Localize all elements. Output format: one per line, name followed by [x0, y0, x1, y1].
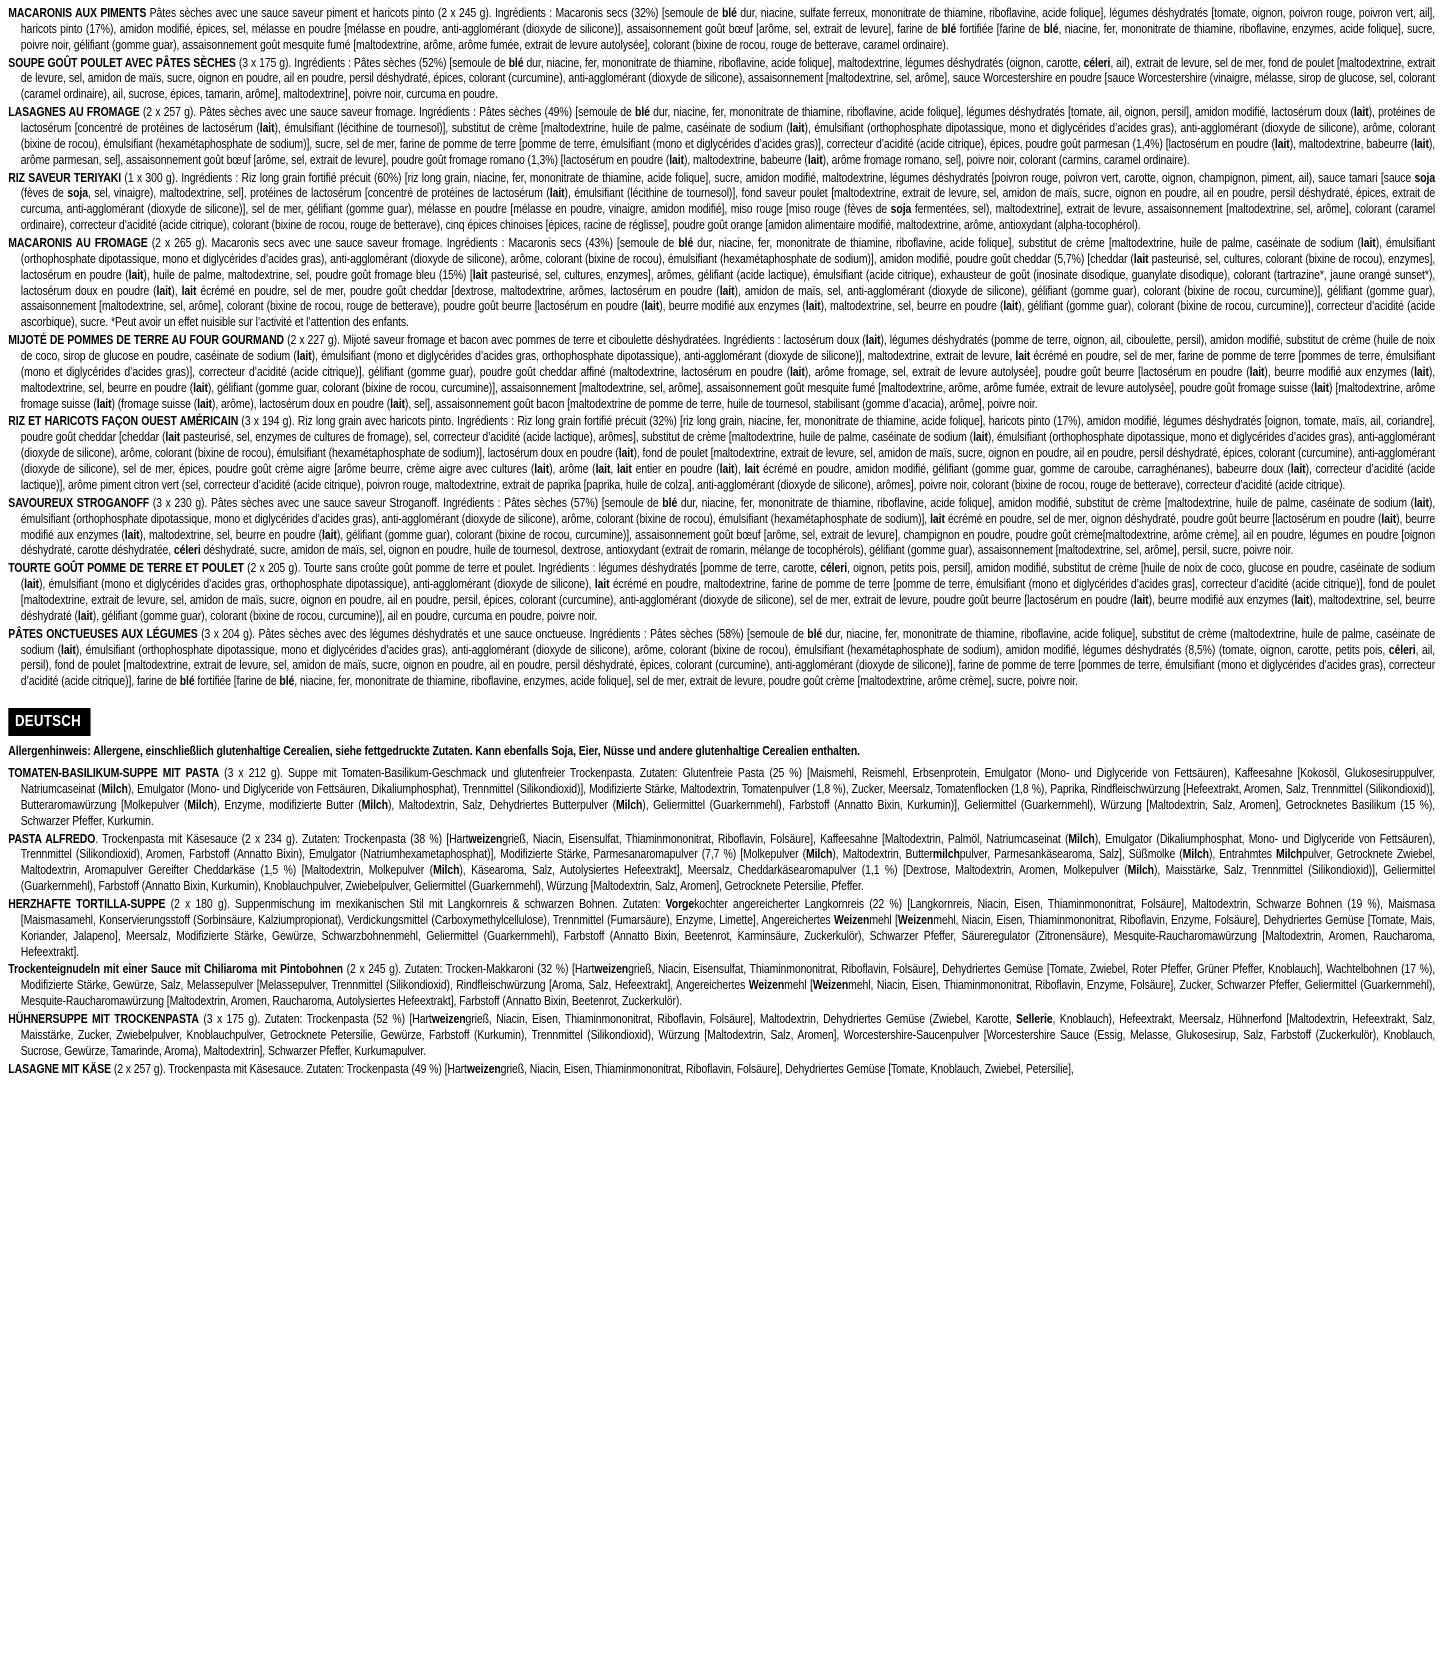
product-paragraph: TOMATEN-BASILIKUM-SUPPE MIT PASTA (3 x 212 g). Suppe mit Tomaten-Basilikum-Geschmack und glutenfreier Trockenpasta. Zutaten: Glutenfreie Pasta (25 %) [Maismehl, Reismehl, Erbsenprotein, Emulgator (Mono- und Diglyceride von Fettsäuren), Kaffeesahne [Kokosöl, Glukosesiruppulver, Natriumcaseinat (Milch), Emulgator (Mono- und Diglyceride von Fettsäuren, Dikaliumphosphat), Trennmittel (Silikondioxid)], Modifizierte Stärke, Maltodextrin, Tomatenpulver (1,8 %), Zucker, Meersalz, Tomatenflocken (1,8 %), Paprika, Rindfleischwürzung [Hefeextrakt, Aromen, Salz, Trennmittel (Silikondioxid)], Butteraromawürzung [Molkepulver (Milch), Enzyme, modifizierte Butter (Milch), Maltodextrin, Salz, Dehydriertes Butterpulver (Milch), Geliermittel (Guarkernmehl), Farbstoff (Annatto Bixin, Kurkumin)], Geliermittel (Guarkernmehl), Würzung [Maltodextrin, Salz, Aromen], Getrocknetes Basilikum (15 %), Schwarzer Pfeffer, Kurkumin. [8, 766, 1436, 828]
product-name: TOMATEN-BASILIKUM-SUPPE MIT PASTA [8, 766, 220, 781]
product-paragraph: LASAGNE MIT KÄSE (2 x 257 g). Trockenpasta mit Käsesauce. Zutaten: Trockenpasta (49 %) [Hartweizengrieß, Niacin, Eisen, Thiaminmononitrat, Riboflavin, Folsäure], Dehydriertes Gemüse [Tomate, Knoblauch, Zwiebel, Petersilie], [8, 1061, 1074, 1076]
product-name: RIZ ET HARICOTS FAÇON OUEST AMÉRICAIN [8, 414, 239, 429]
product-name: RIZ SAVEUR TERIYAKI [8, 170, 122, 185]
product-paragraph: HERZHAFTE TORTILLA-SUPPE (2 x 180 g). Suppenmischung im mexikanischen Stil mit Langkornreis & schwarzen Bohnen. Zutaten: Vorgekochter angereicherter Langkornreis (22 %) [Langkornreis, Niacin, Eisen, Thiaminmononitrat, Folsäure], Maltodextrin, Schwarze Bohnen (19 %), Maismasa [Maismasamehl, Konservierungsstoff (Sorbinsäure, Kalziumpropionat), Verdickungsmittel (Carboxymethylcellulose), Trennmittel (Fumarsäure), Enzyme, Limette], Angereichertes Weizenmehl [Weizenmehl, Niacin, Eisen, Thiaminmononitrat, Riboflavin, Enzyme, Folsäure], Dehydriertes Gemüse [Tomate, Mais, Koriander, Jalapeno], Meersalz, Modifizierte Stärke, Gewürze, Schwarzbohnenmehl, Geliermittel (Guarkernmehl), Farbstoff (Annatto Bixin, Beetenrot, Karminsäure, Zuckerkulör), Schwarzer Pfeffer, Säureregulator (Zitronensäure), Mesquite-Raucharomawürzung [Maltodextrin, Aromen, Raucharoma, Hefeextrakt]. [8, 896, 1436, 959]
product-paragraph: RIZ SAVEUR TERIYAKI (1 x 300 g). Ingrédients : Riz long grain fortifié précuit (60%) [riz long grain, niacine, fer, mononitrate de thiamine, acide folique], sucre, amidon modifié, maltodextrine, légumes déshydratés [poivron rouge, poivron vert, carotte, oignon, champignon, piment, ail), sauce tamari [sauce soja (fèves de soja, sel, vinaigre), maltodextrine, sel], protéines de lactosérum [concentré de protéines de lactosérum (lait), émulsifiant (lécithine de tournesol)], fond saveur poulet [maltodextrine, extrait de levure, sel, amidon de maïs, sucre, oignon en poudre, ail en poudre, persil déshydraté, épices, extrait de curcuma, anti-agglomérant (dioxyde de silicone)], sel de mer, gélifiant (gomme guar), mélasse en poudre [mélasse en poudre, vinaigre, amidon modifié], miso rouge [miso rouge (fèves de soja fermentées, sel), maltodextrine], extrait de levure, assaisonnement [maltodextrine, sel, arôme], colorant (caramel ordinaire), correcteur d’acidité (acide citrique), colorant (bixine de rocou, rouge de betterave), cinq épices chinoises [épices, racine de réglisse], poudre goût orange [amidon alimentaire modifié, maltodextrine, arôme, antioxydant (alpha-tocophérol). [8, 170, 1436, 233]
german-language-header-label: DEUTSCH [14, 713, 81, 731]
product-name: SAVOUREUX STROGANOFF [8, 495, 150, 510]
product-paragraph: MACARONIS AU FROMAGE (2 x 265 g). Macaronis secs avec une sauce saveur fromage. Ingrédients : Macaronis secs (43%) [semoule de blé dur, niacine, fer, mononitrate de thiamine, riboflavine, acide folique], substitut de crème [maltodextrine, huile de palme, caséinate de sodium (lait), émulsifiant (orthophosphate dipotassique, mono et diglycérides d’acides gras), anti-agglomérant (dioxyde de silicone), arôme, colorant (bixine de rocou), émulsifiant (hexamétaphosphate de sodium)], amidon modifié, poudre goût cheddar (5,7%) [cheddar (lait pasteurisé, sel, cultures, colorant (bixine de rocou), enzymes], lactosérum en poudre (lait), huile de palme, maltodextrine, sel, poudre goût fromage bleu (15%) [lait pasteurisé, sel, cultures, enzymes], arômes, gélifiant (acide lactique), émulsifiant (acide citrique), exhausteur de goût (inosinate disodique, guanylate disodique), colorant (tartrazine*, jaune orangé sunset*), lactosérum doux en poudre (lait), lait écrémé en poudre, sel de mer, poudre goût cheddar [dextrose, maltodextrine, arômes, lactosérum en poudre (lait), amidon de maïs, sel, anti-agglomérant (dioxyde de silicone), gélifiant (gomme guar), colorant (bixine de rocou, curcumine)], gélifiant (gomme guar), assaisonnement [maltodextrine, sel, arôme], colorant (bixine de rocou, rouge de betterave), poudre goût beurre [lactosérum en poudre (lait), beurre modifié aux enzymes (lait), maltodextrine, sel, beurre en poudre (lait), gélifiant (gomme guar), colorant (bixine de rocou, curcumine)], correcteur d’acidité (acide ascorbique), sucre. *Peut avoir un effet nuisible sur l’activité et l’attention des enfants. [8, 236, 1436, 330]
french-products-list [8, 6, 1435, 690]
german-products-list [8, 766, 1435, 1077]
product-name: LASAGNES AU FROMAGE [8, 105, 140, 120]
product-name: MACARONIS AU FROMAGE [8, 236, 148, 251]
product-name: Trockenteignudeln mit einer Sauce mit Chiliaroma mit Pintobohnen [8, 962, 343, 977]
product-name: PASTA ALFREDO [8, 831, 96, 846]
product-paragraph: SAVOUREUX STROGANOFF (3 x 230 g). Pâtes sèches avec une sauce saveur Stroganoff. Ingrédients : Pâtes sèches (57%) [semoule de blé dur, niacine, fer, mononitrate de thiamine, riboflavine, acide folique], amidon modifié, substitut de crème [maltodextrine, huile de palme, caséinate de sodium (lait), émulsifiant (orthophosphate dipotassique, mono et diglycérides d’acides gras), anti-agglomérant (dioxyde de silicone), arôme, colorant (bixine de rocou), émulsifiant (hexamétaphosphate de sodium)], lait écrémé en poudre, sel de mer, oignon déshydraté, poudre goût beurre [lactosérum en poudre (lait), beurre modifié aux enzymes (lait), maltodextrine, sel, beurre en poudre (lait), gélifiant (gomme guar), colorant (bixine de rocou, curcumine)], assaisonnement goût bœuf [arôme, sel, extrait de levure], champignon en poudre, poudre goût crème[maltodextrine, arôme crème], ail en poudre, légumes en poudre [oignon déshydraté, carotte déshydratée, céleri déshydraté, sucre, amidon de maïs, sel, oignon en poudre, huile de tournesol, dextrose, antioxydant (extrait de romarin, mélange de tocophérols), gélifiant (gomme guar), assaisonnement [maltodextrine, sel, arôme], persil, sucre, poivre noir. [8, 495, 1436, 558]
product-name: LASAGNE MIT KÄSE [8, 1061, 112, 1076]
german-section [8, 692, 1435, 1077]
product-name: TOURTE GOÛT POMME DE TERRE ET POULET [8, 561, 244, 576]
product-name: HERZHAFTE TORTILLA-SUPPE [8, 896, 166, 911]
product-name: SOUPE GOÛT POULET AVEC PÂTES SÈCHES [8, 55, 236, 70]
product-paragraph: PASTA ALFREDO. Trockenpasta mit Käsesauce (2 x 234 g). Zutaten: Trockenpasta (38 %) [Hartweizengrieß, Niacin, Eisensulfat, Thiaminmononitrat, Riboflavin, Folsäure], Kaffeesahne [Maltodextrin, Palmöl, Natriumcaseinat (Milch), Emulgator (Dikaliumphosphat, Mono- und Diglyceride von Fettsäuren), Trennmittel (Silikondioxid), Aromen, Farbstoff (Annatto Bixin), Emulgator (Natriumhexametaphosphat)], Modifizierte Stärke, Parmesanaromapulver (7,7 %) [Molkepulver (Milch), Maltodextrin, Buttermilchpulver, Parmesankäsearoma, Salz], Süßmolke (Milch), Entrahmtes Milchpulver, Getrocknete Zwiebel, Maltodextrin, Aromapulver Gereifter Cheddarkäse (1,5 %) [Maltodextrin, Molkepulver (Milch), Käsearoma, Salz, Autolysiertes Hefeextrakt], Meersalz, Cheddarkäsearomapulver (1,1 %) [Dextrose, Maltodextrin, Aromen, Molkepulver (Milch), Maisstärke, Salz, Trennmittel (Silikondioxid)], Geliermittel (Guarkernmehl), Farbstoff (Annatto Bixin, Kurkumin), Knoblauchpulver, Zwiebelpulver, Geliermittel (Guarkernmehl), Würzung [Maltodextrin, Salz, Aromen], Getrocknete Petersilie, Pfeffer. [8, 831, 1436, 894]
product-paragraph: MACARONIS AUX PIMENTS Pâtes sèches avec une sauce saveur piment et haricots pinto (2 x 245 g). Ingrédients : Macaronis secs (32%) [semoule de blé dur, niacine, sulfate ferreux, mononitrate de thiamine, riboflavine, acide folique], légumes déshydratés [tomate, oignon, poivron rouge, poivron vert, ail], haricots pinto (17%), amidon modifié, épices, sel, mélasse en poudre [mélasse en poudre, anti-agglomérant (dioxyde de silicone)], assaisonnement goût bœuf [arôme, sel, extrait de levure], farine de blé fortifiée [farine de blé, niacine, fer, mononitrate de thiamine, riboflavine, enzymes, acide folique], sucre, poivre noir, gélifiant (gomme guar), assaisonnement goût mesquite fumé [maltodextrine, arôme, arôme fumée, extrait de levure autolysée], colorant (bixine de rocou, rouge de betterave, caramel ordinaire). [8, 6, 1436, 52]
product-name: MACARONIS AUX PIMENTS [8, 6, 147, 20]
french-section [8, 6, 1435, 690]
german-language-header [8, 708, 91, 736]
product-name: HÜHNERSUPPE MIT TROCKENPASTA [8, 1012, 199, 1026]
product-name: MIJOTÉ DE POMMES DE TERRE AU FOUR GOURMAND [8, 333, 285, 348]
product-paragraph: Trockenteignudeln mit einer Sauce mit Chiliaroma mit Pintobohnen (2 x 245 g). Zutaten: Trocken-Makkaroni (32 %) [Hartweizengrieß, Niacin, Eisensulfat, Thiaminmononitrat, Riboflavin, Folsäure], Dehydriertes Gemüse [Tomate, Zwiebel, Roter Pfeffer, Grüner Pfeffer, Knoblauch], Wachtelbohnen (17 %), Modifizierte Stärke, Gewürze, Salz, Melassepulver [Melassepulver, Trennmittel (Silikondioxid), Rindfleischwürzung [Aroma, Salz, Hefeextrakt], Angereichertes Weizenmehl [Weizenmehl, Niacin, Eisen, Thiaminmononitrat, Riboflavin, Enzyme, Folsäure], Zucker, Schwarzer Pfeffer, Geliermittel (Guarkernmehl), Mesquite-Raucharomawürzung [Maltodextrin, Aromen, Raucharoma, Autolysiertes Hefeextrakt], Farbstoff (Annatto Bixin, Beetenrot, Zuckerkulör). [8, 962, 1436, 1009]
product-paragraph: HÜHNERSUPPE MIT TROCKENPASTA (3 x 175 g). Zutaten: Trockenpasta (52 %) [Hartweizengrieß, Niacin, Eisen, Thiaminmononitrat, Riboflavin, Folsäure], Maltodextrin, Dehydriertes Gemüse (Zwiebel, Karotte, Sellerie, Knoblauch), Hefeextrakt, Meersalz, Hühnerfond [Maltodextrin, Hefeextrakt, Salz, Maisstärke, Zucker, Zwiebelpulver, Knoblauchpulver, Getrocknete Petersilie, Gewürze, Farbstoff (Kurkumin), Trennmittel (Silikondioxid), Würzung [Maltodextrin, Salz, Aromen], Worcestershire-Saucenpulver [Worcestershire Sauce (Essig, Melasse, Glukosesirup, Salz, Farbstoff (Zuckerkulör), Knoblauch, Sucrose, Gewürze, Tamarinde, Aroma), Maltodextrin], Schwarzer Pfeffer, Kurkumapulver. [8, 1012, 1436, 1058]
product-paragraph: RIZ ET HARICOTS FAÇON OUEST AMÉRICAIN (3 x 194 g). Riz long grain avec haricots pinto. Ingrédients : Riz long grain fortifié précuit (32%) [riz long grain, niacine, fer, mononitrate de thiamine, acide folique], haricots pinto (17%), amidon modifié, légumes déshydratés [oignon, tomate, maïs, ail, coriandre], poudre goût cheddar [cheddar (lait pasteurisé, sel, enzymes de cultures de fromage), sel, correcteur d’acidité (acide lactique), arômes], substitut de crème [maltodextrine, huile de palme, caséinate de sodium (lait), émulsifiant (orthophosphate dipotassique, mono et diglycérides d’acides gras), anti-agglomérant (dioxyde de silicone), arôme, colorant (bixine de rocou), émulsifiant (hexamétaphosphate de sodium)], lactosérum doux en poudre (lait), fond de poulet [maltodextrine, extrait de levure, sel, amidon de maïs, sucre, oignon en poudre, ail en poudre, persil déshydraté, épices, colorant (curcumine), anti-agglomérant (dioxyde de silicone), sel de mer, épices, poudre goût crème aigre [arôme beurre, crème aigre avec cultures (lait), arôme (lait, lait entier en poudre (lait), lait écrémé en poudre, amidon modifié, gélifiant (gomme guar, gomme de caroube, carraghénanes), babeurre doux (lait), correcteur d’acidité (acide lactique)], arôme piment citron vert (sel, correcteur d’acidité (acide citrique), poivron rouge, maltodextrine, extrait de paprika [paprika, huile de colza], anti-agglomérant (dioxyde de silicone), arômes], poivre noir, colorant (bixine de rocou, rouge de betterave), correcteur d’acidité (acide citrique). [8, 414, 1436, 492]
product-paragraph: SOUPE GOÛT POULET AVEC PÂTES SÈCHES (3 x 175 g). Ingrédients : Pâtes sèches (52%) [semoule de blé dur, niacine, fer, mononitrate de thiamine, riboflavine, acide folique], maltodextrine, légumes déshydratés (oignon, carotte, céleri, ail), extrait de levure, sel de mer, fond de poulet [maltodextrine, extrait de levure, sel, amidon de maïs, sucre, oignon en poudre, ail en poudre, persil déshydraté, épices, colorant (curcumine), anti-agglomérant (dioxyde de silicone), assaisonnement [maltodextrine, sel, arôme], sauce Worcestershire en poudre [sauce Worcestershire (vinaigre, mélasse, sirop de glucose, sel, colorant (caramel ordinaire), ail, sucrose, épices, tamarin, arôme], maltodextrine], poivre noir, curcuma en poudre. [8, 55, 1436, 102]
product-paragraph: MIJOTÉ DE POMMES DE TERRE AU FOUR GOURMAND (2 x 227 g). Mijoté saveur fromage et bacon avec pommes de terre et ciboulette déshydratées. Ingrédients : lactosérum doux (lait), légumes déshydratés (pomme de terre, oignon, ail, ciboulette, persil), amidon modifié, substitut de crème (huile de noix de coco, sirop de glucose en poudre, caséinate de sodium (lait), émulsifiant (mono et diglycérides d’acides gras, orthophosphate dipotassique), anti-agglomérant (dioxyde de silicone)], maltodextrine, extrait de levure, lait écrémé en poudre, sel de mer, farine de pomme de terre [pommes de terre, émulsifiant (mono et diglycérides d’acides gras)], correcteur d’acidité (acide citrique)], gélifiant (gomme guar), poudre goût cheddar affiné (maltodextrine, lactosérum en poudre (lait), arôme fromage, sel, extrait de levure autolysée], poudre goût beurre [lactosérum en poudre (lait), beurre modifié aux enzymes (lait), maltodextrine, sel, beurre en poudre (lait), gélifiant (gomme guar, colorant (bixine de rocou, curcumine)], assaisonnement [maltodextrine, sel, arôme], assaisonnement goût mesquite fumé [maltodextrine, arôme, arôme fumée, extrait de levure autolysée], poudre goût fromage suisse (lait) [maltodextrine, arôme fromage suisse (lait) (fromage suisse (lait), arôme), lactosérum doux en poudre (lait), sel], assaisonnement goût bacon [maltodextrine de pomme de terre, huile de tournesol, stabilisant (gomme d’acacia), arôme], poivre noir. [8, 333, 1436, 411]
allergen-notice: Allergenhinweis: Allergene, einschließlich glutenhaltige Cerealien, siehe fettgedruckte Zutaten. Kann ebenfalls Soja, Eier, Nüsse und andere glutenhaltige Cerealien enthalten. [8, 744, 860, 759]
product-paragraph: LASAGNES AU FROMAGE (2 x 257 g). Pâtes sèches avec une sauce saveur fromage. Ingrédients : Pâtes sèches (49%) [semoule de blé dur, niacine, fer, mononitrate de thiamine, riboflavine, acide folique], légumes déshydratés [tomate, ail, oignon, persil], amidon modifié, lactosérum doux (lait), protéines de lactosérum [concentré de protéines de lactosérum (lait), émulsifiant (lécithine de tournesol)], substitut de crème [maltodextrine, huile de palme, caséinate de sodium (lait), émulsifiant (orthophosphate dipotassique, mono et diglycérides d’acides gras), anti-agglomérant (dioxyde de silicone), arôme, colorant (bixine de rocou), émulsifiant (hexamétaphosphate de sodium)], sucre, sel de mer, farine de pomme de terre [pomme de terre, émulsifiant (mono et diglycérides d’acides gras)], correcteur d’acidité (acide citrique), épices, poudre goût parmesan (1,4%) [lactosérum en poudre (lait), maltodextrine, babeurre (lait), arôme parmesan, sel], assaisonnement goût bœuf [arôme, sel, extrait de levure], poudre goût fromage romano (1,3%) [lactosérum en poudre (lait), maltodextrine, babeurre (lait), arôme fromage romano, sel], poivre noir, colorant (carmins, caramel ordinaire). [8, 105, 1436, 167]
product-name: PÂTES ONCTUEUSES AUX LÉGUMES [8, 626, 198, 641]
product-paragraph: PÂTES ONCTUEUSES AUX LÉGUMES (3 x 204 g). Pâtes sèches avec des légumes déshydratés et une sauce onctueuse. Ingrédients : Pâtes sèches (58%) [semoule de blé dur, niacine, fer, mononitrate de thiamine, riboflavine, acide folique], substitut de crème (maltodextrine, huile de palme, caséinate de sodium (lait), émulsifiant (orthophosphate dipotassique, mono et diglycérides d’acides gras), anti-agglomérant (dioxyde de silicone), arôme, colorant (bixine de rocou), émulsifiant (hexamétaphosphate de sodium), amidon modifié, légumes déshydratés (8,5%) (tomate, oignon, carotte, petits pois, céleri, ail, persil), fond de poulet [maltodextrine, extrait de levure, sel, amidon de maïs, sucre, oignon en poudre, ail en poudre, persil déshydraté, épices, colorant (curcumine), anti-agglomérant (dioxyde de silicone)], farine de pomme de terre [pommes de terre, émulsifiant (mono et diglycérides d’acides gras), correcteur d’acidité (acide citrique)], farine de blé fortifiée [farine de blé, niacine, fer, mononitrate de thiamine, riboflavine, enzymes, acide folique], sel de mer, extrait de levure, poudre goût crème [maltodextrine, arôme crème], sucre, poivre noir. [8, 626, 1436, 689]
product-paragraph: TOURTE GOÛT POMME DE TERRE ET POULET (2 x 205 g). Tourte sans croûte goût pomme de terre et poulet. Ingrédients : légumes déshydratés [pomme de terre, carotte, céleri, oignon, petits pois, persil], amidon modifié, substitut de crème [huile de noix de coco, glucose en poudre, caséinate de sodium (lait), émulsifiant (mono et diglycérides d’acides gras, orthophosphate dipotassique), anti-agglomérant (dioxyde de silicone), lait écrémé en poudre, maltodextrine, farine de pomme de terre [pomme de terre, émulsifiant (mono et diglycérides d’acides gras], correcteur d’acidité (acide citrique)], fond de poulet [maltodextrine, extrait de levure, sel, amidon de maïs, sucre, oignon en poudre, ail en poudre, persil, épices, colorant (curcumine), anti-agglomérant (dioxyde de silicone), sel de mer, extrait de levure, poudre goût beurre [lactosérum en poudre (lait), beurre modifié aux enzymes (lait), maltodextrine, sel, beurre déshydraté (lait), gélifiant (gomme guar), colorant (bixine de rocou, curcumine)], ail en poudre, curcuma en poudre, poivre noir. [8, 561, 1436, 623]
